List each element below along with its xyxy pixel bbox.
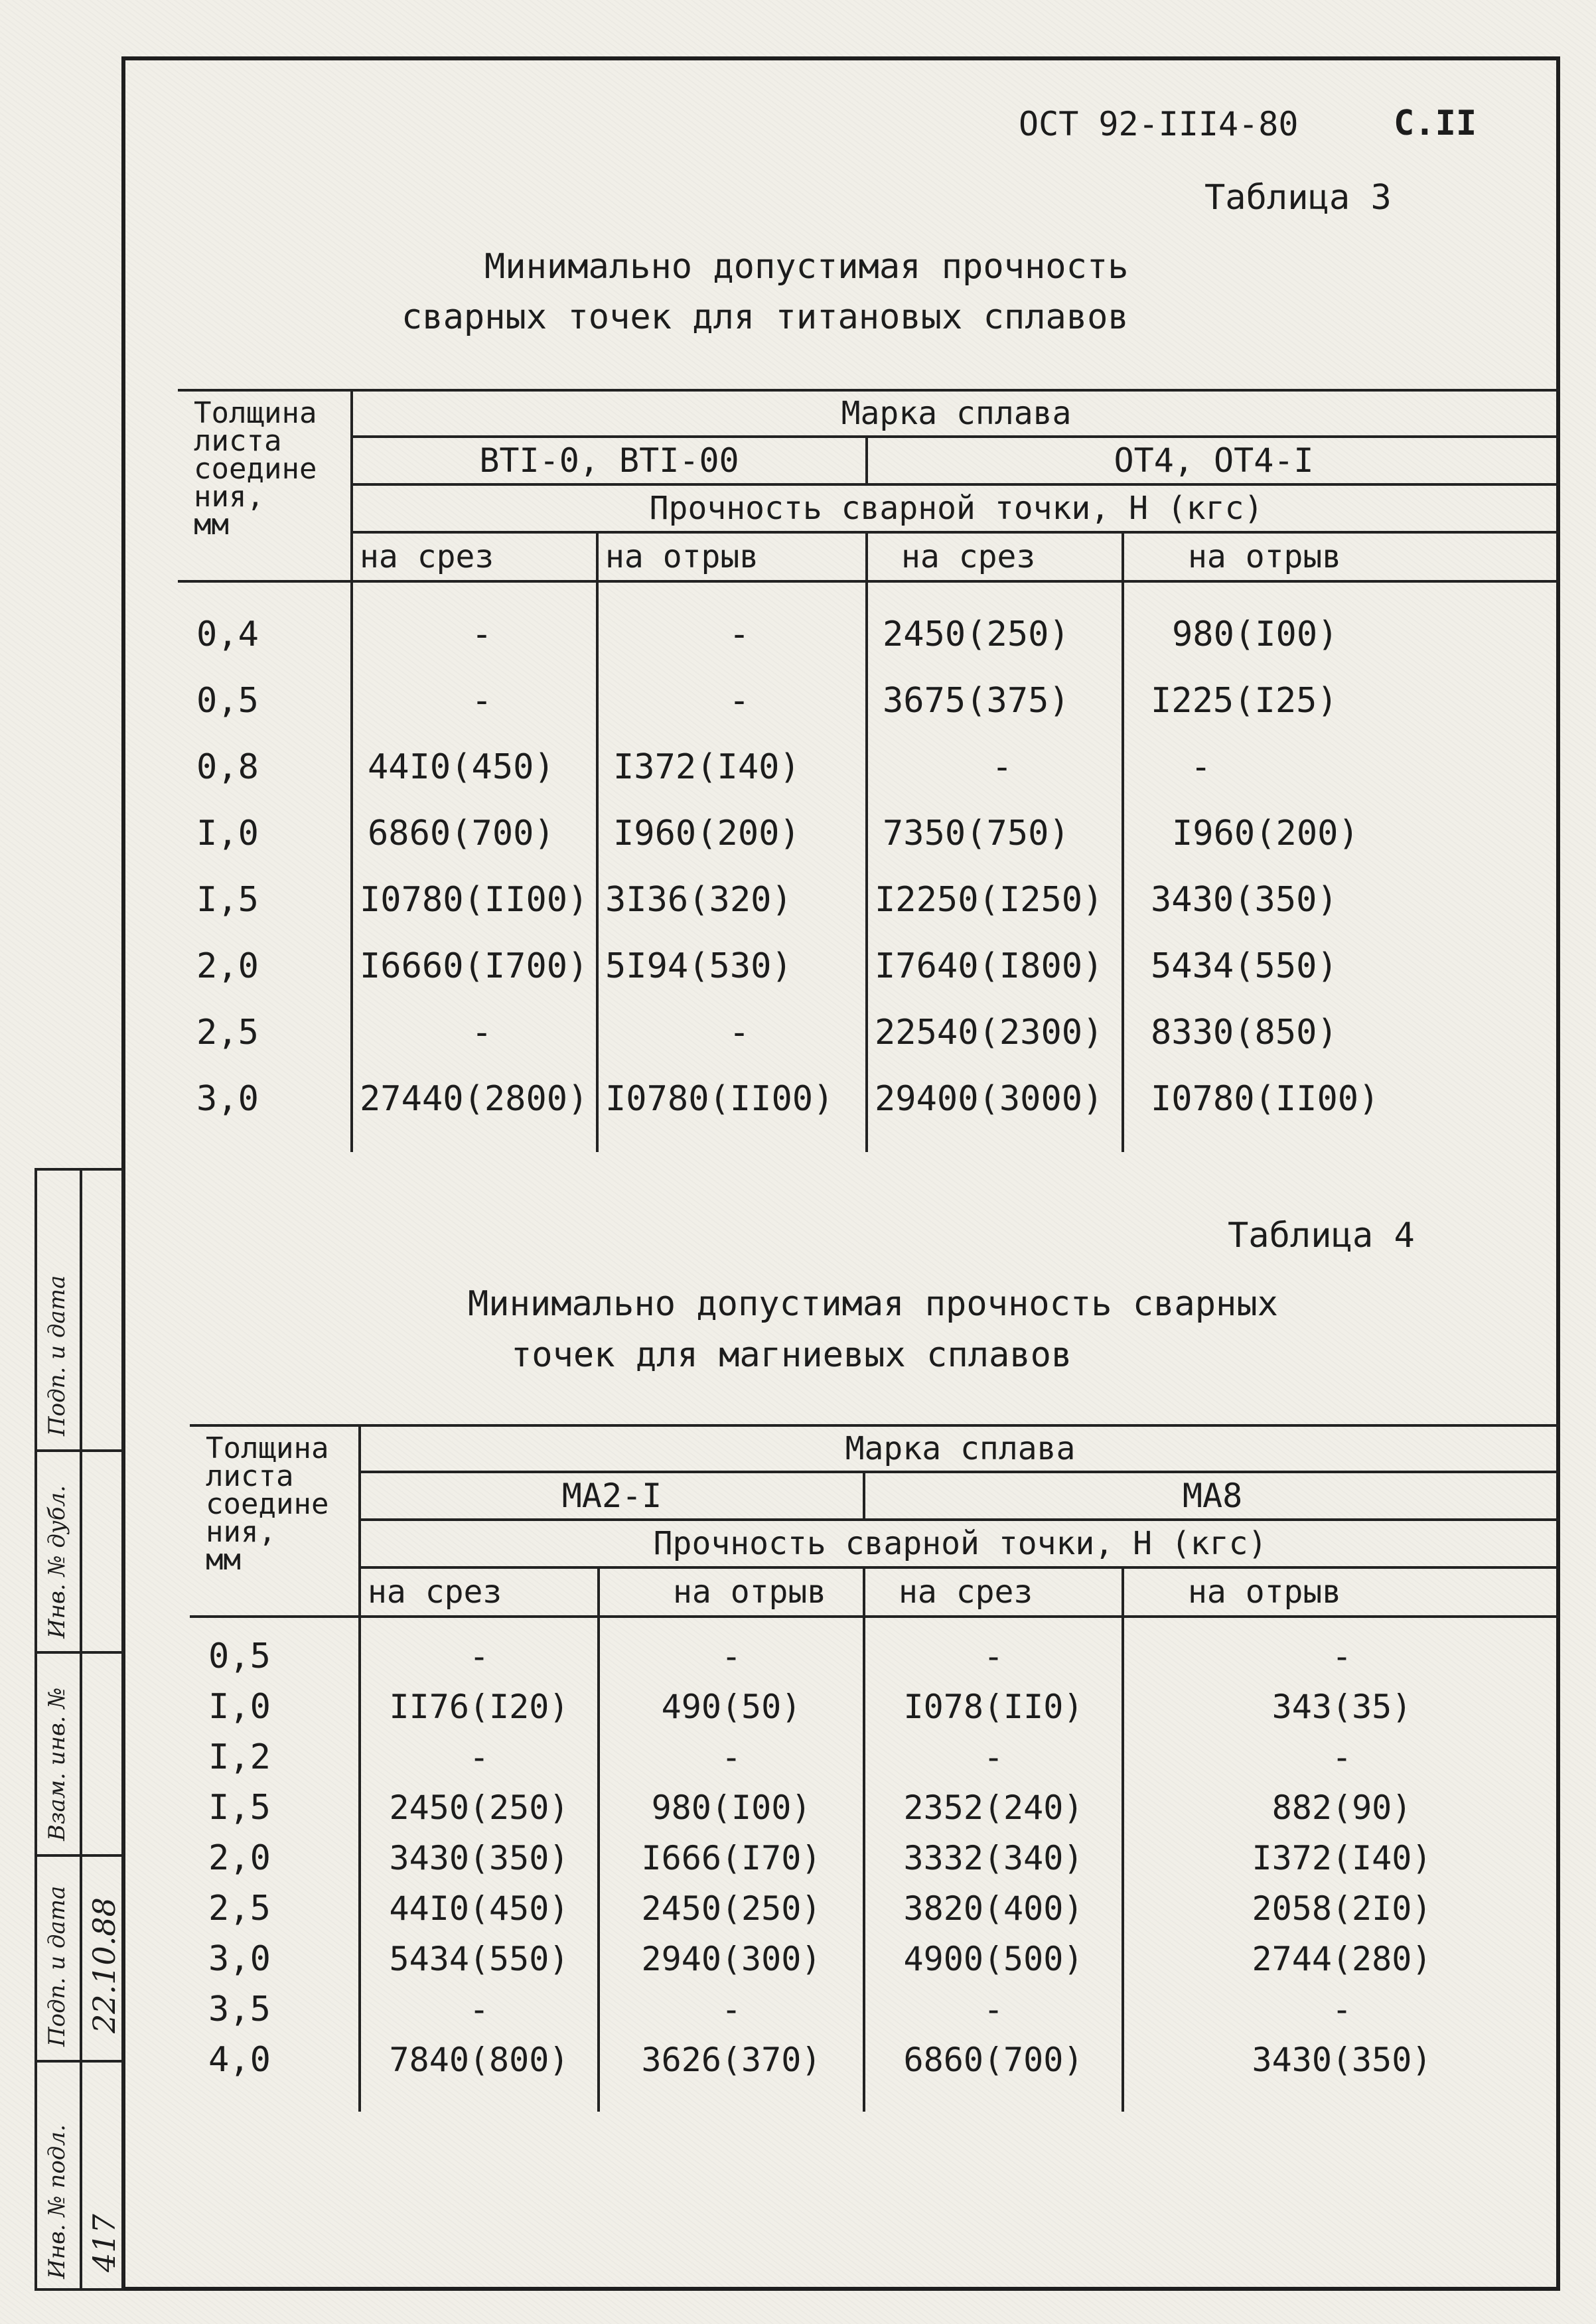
table-row bbox=[178, 1066, 1560, 1132]
thickness-cell: 3,0 bbox=[178, 1066, 352, 1132]
value-cell: 980(I00) bbox=[1172, 615, 1339, 654]
inv-number: 417 bbox=[86, 2214, 122, 2272]
value-cell: - bbox=[864, 1984, 1123, 2035]
grade2-header: ОТ4, ОТ4-I bbox=[867, 437, 1560, 484]
thickness-cell: 4,0 bbox=[190, 2035, 360, 2085]
value-cell: - bbox=[352, 601, 597, 668]
table4-label: Таблица 4 bbox=[1228, 1216, 1415, 1256]
alloy-mark-header: Марка сплава bbox=[352, 390, 1560, 437]
thickness-cell: I,2 bbox=[190, 1732, 360, 1782]
value-cell: II76(I20) bbox=[360, 1682, 599, 1732]
value-cell: I666(I70) bbox=[599, 1833, 864, 1883]
value-cell: 44I0(450) bbox=[360, 1883, 599, 1934]
stamp-label-replace-inv: Взам. инв. № bbox=[44, 1687, 70, 1841]
table-row bbox=[178, 999, 1560, 1066]
table-row bbox=[178, 601, 1560, 668]
stamp-label-inv-orig: Инв. № подл. bbox=[44, 2124, 70, 2279]
table3-label: Таблица 3 bbox=[1204, 178, 1392, 218]
table-row bbox=[178, 867, 1560, 933]
value-cell: - bbox=[599, 1732, 864, 1782]
thickness-cell: 0,5 bbox=[178, 668, 352, 734]
value-cell: - bbox=[599, 1984, 864, 2035]
document-code: ОСТ 92-III4-80 bbox=[1019, 105, 1299, 143]
strength-header: Прочность сварной точки, Н (кгс) bbox=[352, 484, 1560, 532]
signature-date: 22.10.88 bbox=[86, 1897, 122, 2033]
value-cell: I372(I40) bbox=[1252, 1839, 1432, 1877]
grade1-header: ВТI-0, ВТI-00 bbox=[352, 437, 867, 484]
grade2-header: МА8 bbox=[864, 1472, 1560, 1520]
value-cell: - bbox=[867, 734, 1123, 800]
value-cell: 3626(370) bbox=[599, 2035, 864, 2085]
value-cell: 5434(550) bbox=[360, 1934, 599, 1984]
value-cell: I372(I40) bbox=[597, 734, 867, 800]
thickness-cell: 2,5 bbox=[190, 1883, 360, 1934]
alloy-mark-header: Марка сплава bbox=[360, 1425, 1560, 1472]
value-cell: 6860(700) bbox=[864, 2035, 1123, 2085]
sub-header: на срез bbox=[360, 1567, 599, 1617]
value-cell: 2352(240) bbox=[864, 1782, 1123, 1833]
value-cell: 3820(400) bbox=[864, 1883, 1123, 1934]
value-cell: - bbox=[597, 668, 867, 734]
table3-title-line2: сварных точек для титановых сплавов bbox=[401, 297, 1129, 337]
value-cell: 980(I00) bbox=[599, 1782, 864, 1833]
value-cell: 6860(700) bbox=[352, 800, 597, 867]
value-cell: I0780(II00) bbox=[352, 867, 597, 933]
table-row bbox=[190, 1984, 1560, 2035]
value-cell: 343(35) bbox=[1271, 1688, 1412, 1726]
value-cell: 2744(280) bbox=[1252, 1940, 1432, 1978]
sub-header: на отрыв bbox=[1188, 538, 1342, 575]
value-cell: I960(200) bbox=[1172, 814, 1359, 853]
value-cell: - bbox=[360, 1732, 599, 1782]
sub-header: на срез bbox=[352, 532, 597, 581]
value-cell: - bbox=[352, 668, 597, 734]
stamp-label-sign-date-2: Подп. и дата bbox=[44, 1275, 70, 1436]
value-cell: - bbox=[352, 999, 597, 1066]
value-cell: 7840(800) bbox=[360, 2035, 599, 2085]
value-cell: 44I0(450) bbox=[352, 734, 597, 800]
value-cell: I2250(I250) bbox=[867, 867, 1123, 933]
value-cell: - bbox=[864, 1732, 1123, 1782]
value-cell: 22540(2300) bbox=[867, 999, 1123, 1066]
sub-header: на отрыв bbox=[1188, 1573, 1342, 1611]
table-row bbox=[190, 1934, 1560, 1984]
value-cell: 3675(375) bbox=[867, 668, 1123, 734]
value-cell: 490(50) bbox=[599, 1682, 864, 1732]
value-cell: - bbox=[864, 1631, 1123, 1682]
value-cell: 3332(340) bbox=[864, 1833, 1123, 1883]
thickness-cell: 2,0 bbox=[178, 933, 352, 999]
table-row bbox=[190, 2035, 1560, 2085]
value-cell: 882(90) bbox=[1271, 1788, 1412, 1827]
thickness-cell: 3,0 bbox=[190, 1934, 360, 1984]
table-row bbox=[190, 1883, 1560, 1934]
table4-title-line1: Минимально допустимая прочность сварных bbox=[468, 1284, 1278, 1324]
thickness-cell: I,0 bbox=[190, 1682, 360, 1732]
value-cell: I6660(I700) bbox=[352, 933, 597, 999]
value-cell: 3I36(320) bbox=[597, 867, 867, 933]
value-cell: 29400(3000) bbox=[867, 1066, 1123, 1132]
strength-header: Прочность сварной точки, Н (кгс) bbox=[360, 1520, 1560, 1567]
table-row bbox=[178, 933, 1560, 999]
thickness-header: Толщина листа соедине ния, мм bbox=[178, 390, 352, 581]
thickness-cell: 3,5 bbox=[190, 1984, 360, 2035]
value-cell: I0780(II00) bbox=[1151, 1079, 1380, 1119]
stamp-label-sign-date: Подп. и дата bbox=[44, 1885, 70, 2047]
value-cell: 5I94(530) bbox=[597, 933, 867, 999]
table3-title-line1: Минимально допустимая прочность bbox=[484, 247, 1129, 287]
value-cell: 2058(2I0) bbox=[1252, 1889, 1432, 1928]
value-cell: - bbox=[1331, 1738, 1352, 1777]
value-cell: 3430(350) bbox=[1252, 2041, 1432, 2079]
table4-title-line2: точек для магниевых сплавов bbox=[511, 1335, 1072, 1375]
thickness-cell: 0,5 bbox=[190, 1631, 360, 1682]
sub-header: на отрыв bbox=[599, 1567, 864, 1617]
table-row bbox=[190, 1631, 1560, 1682]
value-cell: 5434(550) bbox=[1151, 946, 1338, 986]
value-cell: - bbox=[1331, 1990, 1352, 2029]
value-cell: - bbox=[597, 601, 867, 668]
thickness-cell: 0,4 bbox=[178, 601, 352, 668]
table-row bbox=[190, 1682, 1560, 1732]
thickness-cell: I,0 bbox=[178, 800, 352, 867]
table-row bbox=[190, 1833, 1560, 1883]
value-cell: 2450(250) bbox=[360, 1782, 599, 1833]
value-cell: I225(I25) bbox=[1151, 681, 1338, 721]
table4 bbox=[190, 1424, 1560, 2112]
grade1-header: МА2-I bbox=[360, 1472, 864, 1520]
table-row bbox=[178, 734, 1560, 800]
value-cell: 3430(350) bbox=[1151, 880, 1338, 920]
value-cell: I078(II0) bbox=[864, 1682, 1123, 1732]
thickness-cell: 2,5 bbox=[178, 999, 352, 1066]
table3 bbox=[178, 389, 1560, 1152]
table-row bbox=[190, 1782, 1560, 1833]
sub-header: на срез bbox=[864, 1567, 1123, 1617]
thickness-cell: I,5 bbox=[178, 867, 352, 933]
value-cell: 2940(300) bbox=[599, 1934, 864, 1984]
value-cell: - bbox=[597, 999, 867, 1066]
value-cell: 3430(350) bbox=[360, 1833, 599, 1883]
thickness-cell: I,5 bbox=[190, 1782, 360, 1833]
thickness-header: Толщина листа соедине ния, мм bbox=[190, 1425, 360, 1617]
value-cell: 27440(2800) bbox=[352, 1066, 597, 1132]
value-cell: 2450(250) bbox=[599, 1883, 864, 1934]
value-cell: I0780(II00) bbox=[597, 1066, 867, 1132]
thickness-cell: 0,8 bbox=[178, 734, 352, 800]
page-number: С.II bbox=[1394, 104, 1477, 143]
thickness-cell: 2,0 bbox=[190, 1833, 360, 1883]
value-cell: 7350(750) bbox=[867, 800, 1123, 867]
stamp-label-inv-dup: Инв. № дубл. bbox=[44, 1485, 70, 1638]
value-cell: 4900(500) bbox=[864, 1934, 1123, 1984]
margin-stamp bbox=[35, 1168, 124, 2291]
table-row bbox=[178, 668, 1560, 734]
sub-header: на срез bbox=[867, 532, 1123, 581]
value-cell: - bbox=[599, 1631, 864, 1682]
value-cell: I7640(I800) bbox=[867, 933, 1123, 999]
value-cell: - bbox=[1191, 747, 1212, 787]
value-cell: 8330(850) bbox=[1151, 1013, 1338, 1053]
value-cell: - bbox=[1331, 1637, 1352, 1676]
value-cell: - bbox=[360, 1631, 599, 1682]
table-row bbox=[190, 1732, 1560, 1782]
value-cell: I960(200) bbox=[597, 800, 867, 867]
value-cell: 2450(250) bbox=[867, 601, 1123, 668]
value-cell: - bbox=[360, 1984, 599, 2035]
table-row bbox=[178, 800, 1560, 867]
sub-header: на отрыв bbox=[597, 532, 867, 581]
